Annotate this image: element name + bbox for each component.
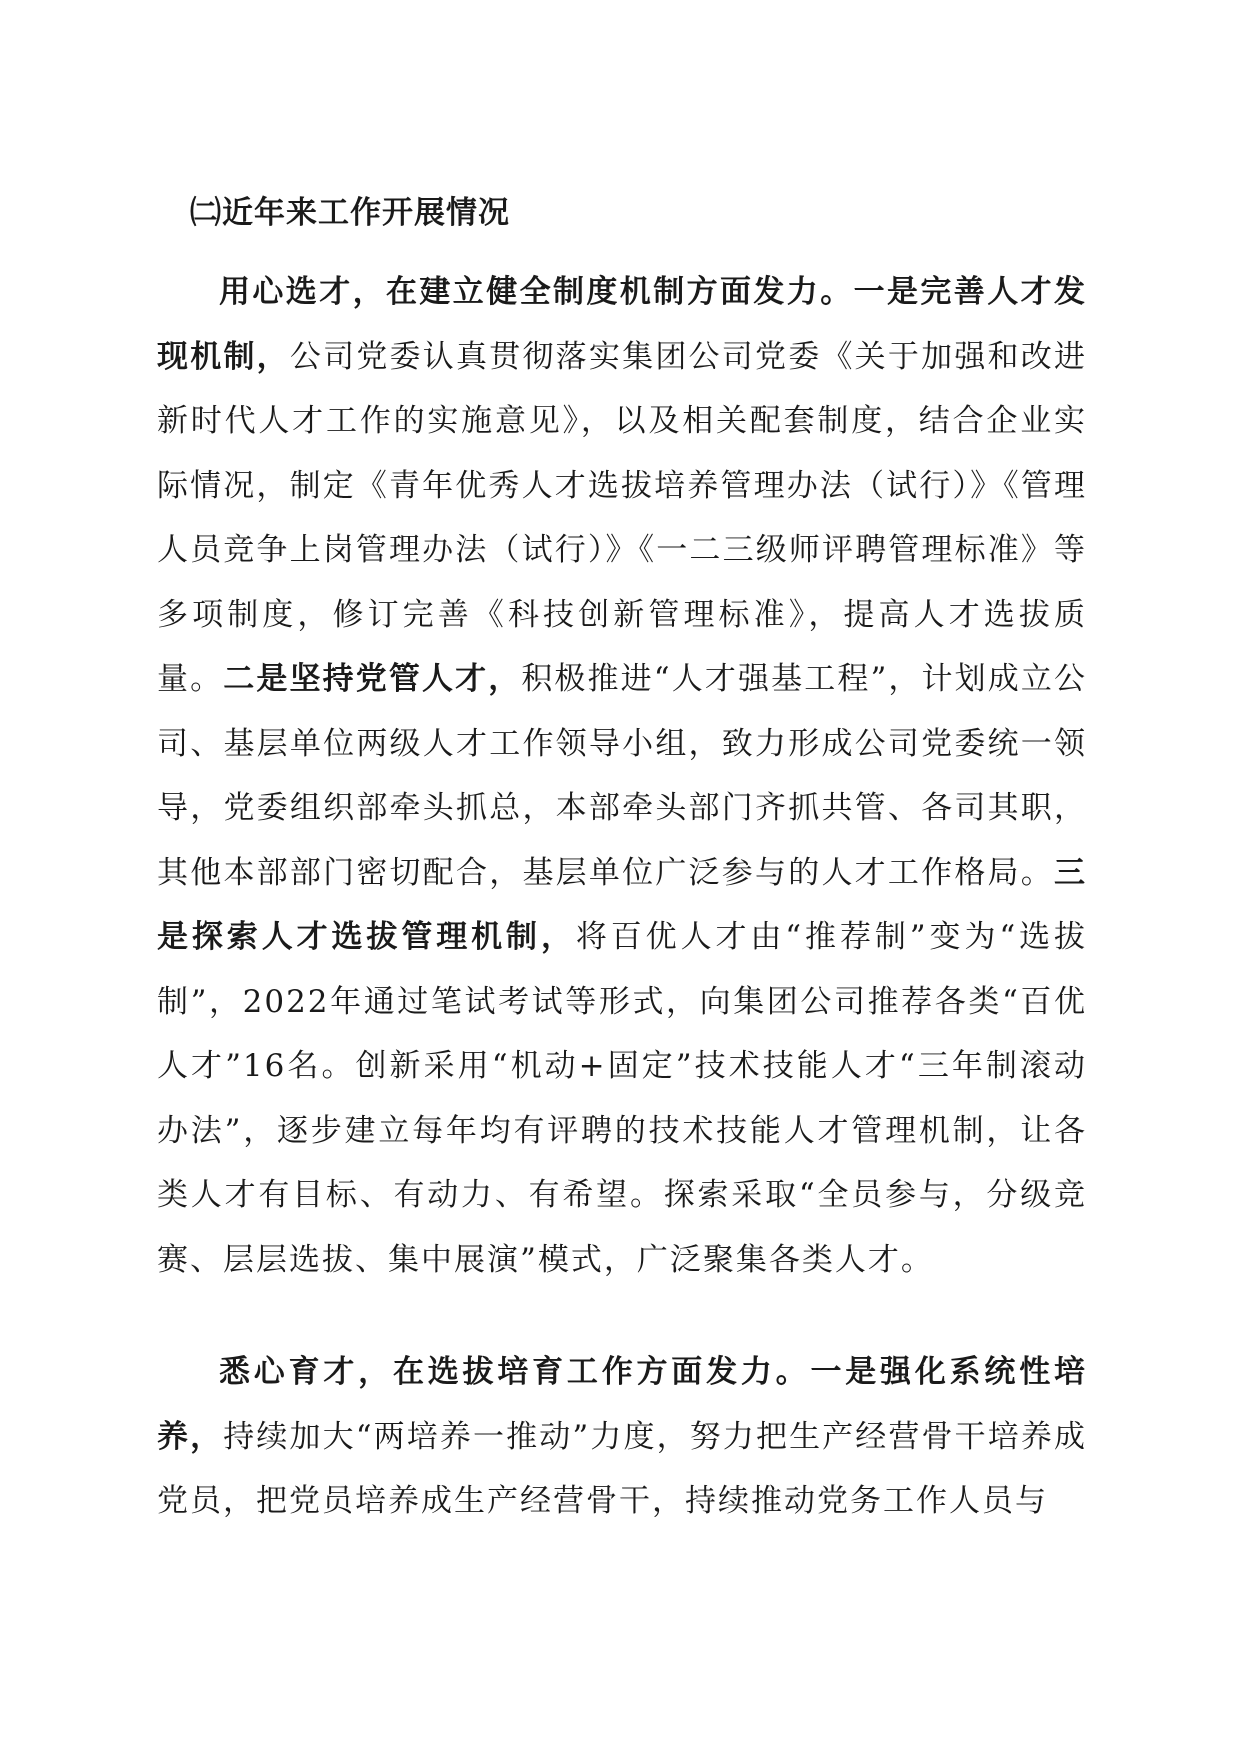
point-title: 二是坚持党管人才， [223, 661, 522, 697]
paragraph-talent-cultivation [157, 1340, 1087, 1534]
paragraph-lead: 悉心育才，在选拔培育工作方面发力。 [219, 1354, 811, 1390]
point-title: 三是探索人才选拔管理机制， [157, 854, 1087, 955]
point-title: 一是完善人才发现机制， [157, 274, 1088, 375]
point-text: 将百优人才由“推荐制”变为“选拔制”，2022年通过笔试考试等形式，向集团公司推荐各类“百优人才”16名。创新采用“机动+固定”技术技能人才“三年制滚动办法”，逐步建立每年均有评聘的技术技能人才管理机制，让各类人才有目标、有动力、有希望。探索采取“全员参与，分级竞赛、层层选拔、集中展演”模式，广泛聚集各类人才。 [157, 919, 1088, 1278]
point-text: 持续加大“两培养一推动”力度，努力把生产经营骨干培养成党员，把党员培养成生产经营骨干，持续推动党务工作人员与 [157, 1418, 1088, 1519]
paragraph-lead: 用心选才，在建立健全制度机制方面发力。 [219, 274, 854, 310]
paragraph-talent-selection [157, 260, 1087, 1292]
point-text: 积极推进“人才强基工程”，计划成立公司、基层单位两级人才工作领导小组，致力形成公司党委统一领导，党委组织部牵头抓总，本部牵头部门齐抓共管、各司其职，其他本部部门密切配合，基层单位广泛参与的人才工作格局。 [157, 661, 1088, 891]
point-title: 一是强化系统性培养， [157, 1354, 1088, 1455]
point-text: 公司党委认真贯彻落实集团公司党委《关于加强和改进新时代人才工作的实施意见》，以及相关配套制度，结合企业实际情况，制定《青年优秀人才选拔培养管理办法（试行）》《管理人员竞争上岗管理办法（试行）》《一二三级师评聘管理标准》等多项制度，修订完善《科技创新管理标准》，提高人才选拔质量。 [157, 338, 1087, 697]
section-heading: ㈡近年来工作开展情况 [190, 195, 510, 231]
